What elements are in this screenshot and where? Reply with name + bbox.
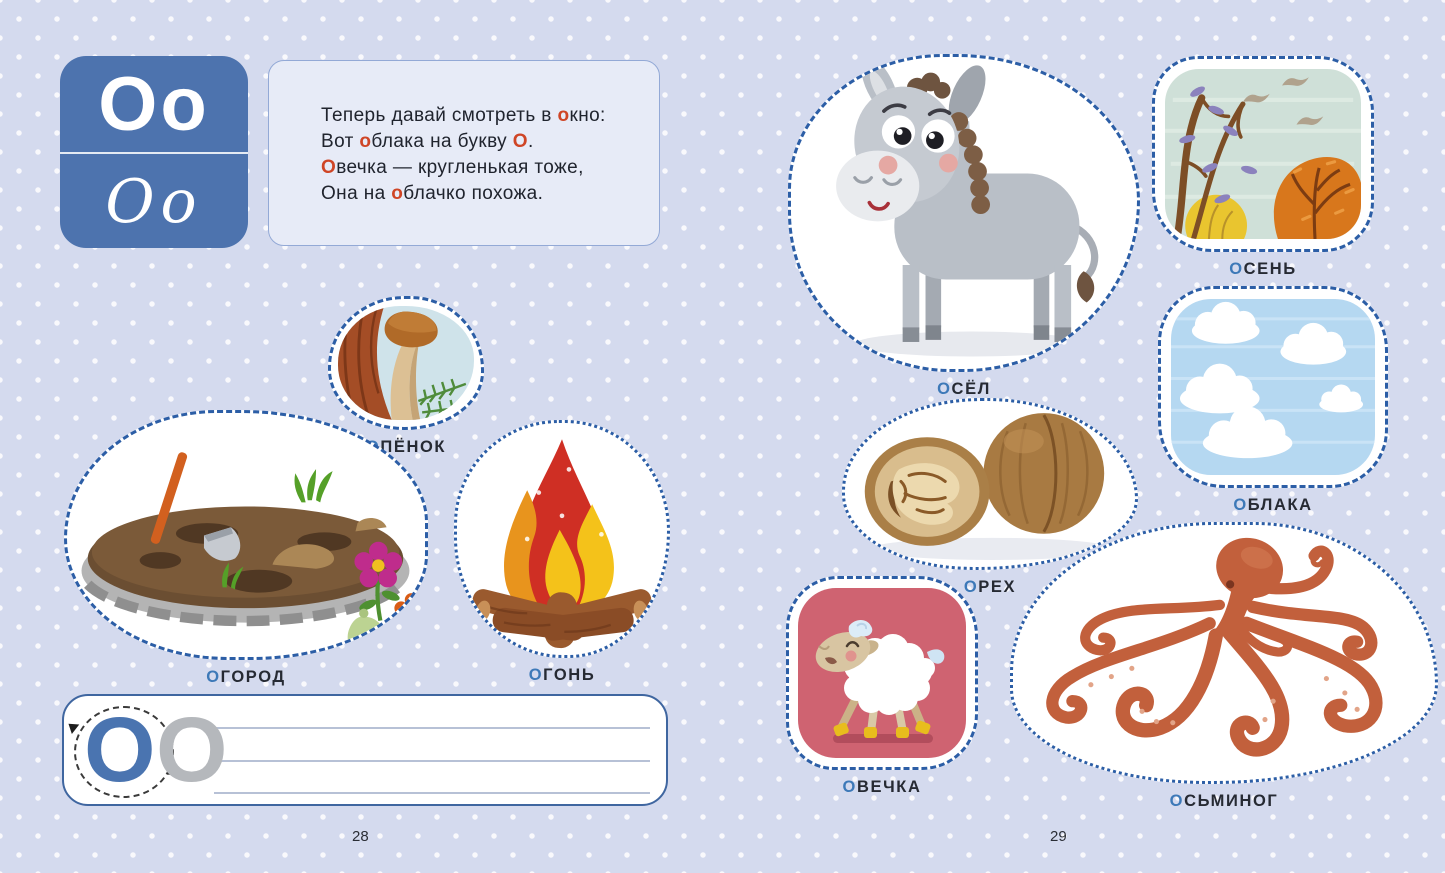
ogon-blob	[454, 420, 670, 658]
page-number-left: 28	[352, 828, 369, 845]
fire-illustration	[457, 423, 667, 655]
item-osen	[1152, 56, 1374, 279]
item-label-oblaka: ОБЛАКА	[1233, 496, 1313, 514]
item-label-ogon: ОГОНЬ	[528, 666, 596, 684]
poem-line: Теперь давай смотреть в окно:	[321, 105, 606, 126]
stroke-arrow-icon	[65, 719, 79, 734]
letter-cursive: Оо	[105, 167, 203, 237]
item-label-osyol: ОСЁЛ	[937, 380, 991, 398]
poem-box	[268, 60, 660, 246]
poem	[321, 103, 659, 207]
item-osminog	[1010, 522, 1438, 811]
autumn-illustration	[1165, 69, 1361, 239]
ovechka-blob	[786, 576, 978, 770]
page-number-right: 29	[1050, 828, 1067, 845]
item-ogon	[454, 420, 670, 685]
item-label-osminog: ОСЬМИНОГ	[1169, 792, 1279, 810]
item-label-osen: ОСЕНЬ	[1229, 260, 1297, 278]
donkey-illustration	[791, 57, 1137, 369]
sheep-illustration	[798, 588, 966, 758]
octopus-illustration	[1013, 525, 1435, 781]
practice-letter-blue: О	[84, 699, 156, 801]
item-ovechka	[786, 576, 978, 797]
item-label-ogorod: ОГОРОД	[206, 668, 286, 686]
ruled-line-top	[214, 727, 650, 729]
ogorod-blob	[64, 410, 428, 660]
osen-tile	[1165, 69, 1361, 239]
clouds-illustration	[1171, 299, 1375, 475]
practice-letter-gray: О	[156, 699, 228, 801]
osminog-blob	[1010, 522, 1438, 784]
item-oblaka	[1158, 286, 1388, 515]
mushroom-illustration	[338, 306, 474, 420]
writing-practice-box	[62, 694, 668, 806]
item-label-oreh: ОРЕХ	[963, 578, 1017, 596]
letter-print: Оо	[60, 56, 248, 154]
poem-line: Она на облачко похожа.	[321, 183, 544, 204]
ruled-line-bottom	[214, 792, 650, 794]
poem-line: Овечка — кругленькая тоже,	[321, 157, 584, 178]
oblaka-blob	[1158, 286, 1388, 488]
osyol-blob	[788, 54, 1140, 372]
item-label-openok: ПЁНОК	[380, 438, 447, 456]
ovechka-tile	[798, 588, 966, 758]
oblaka-tile	[1171, 299, 1375, 475]
garden-illustration	[67, 413, 425, 657]
openok-tile	[338, 306, 474, 420]
item-label-ovechka: ОВЕЧКА	[842, 778, 922, 796]
osen-blob	[1152, 56, 1374, 252]
item-osyol	[788, 54, 1140, 399]
item-ogorod	[64, 410, 428, 687]
letter-card	[60, 56, 248, 248]
poem-line: Вот облака на букву О.	[321, 131, 534, 152]
ruled-line-middle	[214, 760, 650, 762]
